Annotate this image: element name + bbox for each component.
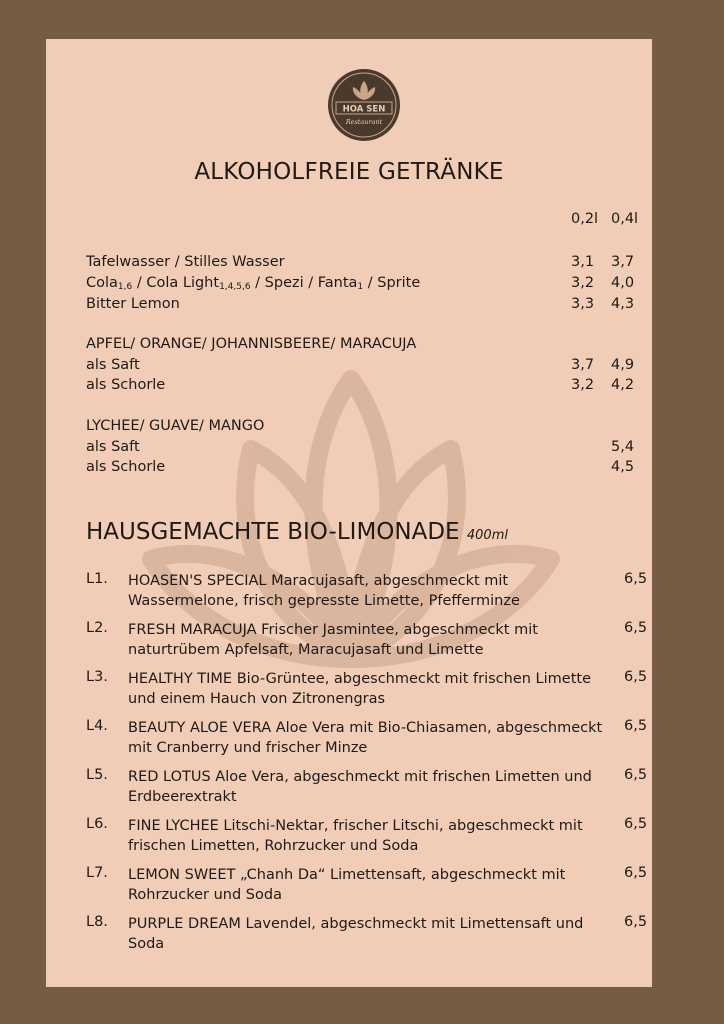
price-large: 4,9 (611, 357, 635, 373)
item-name: FINE LYCHEE (128, 818, 219, 834)
item-price: 6,5 (624, 620, 648, 636)
item-code: L4. (86, 718, 108, 734)
item-desc: Bio-Grüntee, abgeschmeckt mit frischen Limette und einem Hauch von Zitronengras (128, 671, 591, 707)
price-large: 4,5 (611, 459, 635, 475)
price-small: 3,2 (571, 275, 595, 291)
price-large: 3,7 (611, 254, 635, 270)
section-title-alkoholfrei: ALKOHOLFREIE GETRÄNKE (194, 159, 504, 185)
section-title-limonade: HAUSGEMACHTE BIO-LIMONADE 400ml (86, 519, 508, 545)
group-heading: LYCHEE/ GUAVE/ MANGO (86, 418, 265, 434)
item-code: L8. (86, 914, 108, 930)
item-price: 6,5 (624, 767, 648, 783)
item-name: HEALTHY TIME (128, 671, 233, 687)
menu-page (46, 39, 652, 987)
svg-text:Restaurant: Restaurant (345, 118, 383, 126)
group-heading: APFEL/ ORANGE/ JOHANNISBEERE/ MARACUJA (86, 336, 417, 352)
price-small: 3,1 (571, 254, 595, 270)
item-desc: Maracujasaft, abgeschmeckt mit Wassermelone, frisch gepresste Limette, Pfefferminze (128, 573, 520, 609)
item-desc: Aloe Vera mit Bio-Chiasamen, abgeschmeckt mit Cranberry und frischer Minze (128, 720, 603, 756)
price-large: 4,3 (611, 296, 635, 312)
item-code: L1. (86, 571, 108, 587)
item-desc: Frischer Jasmintee, abgeschmeckt mit naturtrübem Apfelsaft, Maracujasaft und Limette (128, 622, 538, 658)
price-large: 4,0 (611, 275, 635, 291)
item-desc: Aloe Vera, abgeschmeckt mit frischen Limetten und Erdbeerextrakt (128, 769, 592, 805)
item-desc: Limettensaft, abgeschmeckt mit Rohrzucker und Soda (128, 867, 566, 903)
item-price: 6,5 (624, 865, 648, 881)
item-price: 6,5 (624, 669, 648, 685)
item-price: 6,5 (624, 571, 648, 587)
item-name: HOASEN'S SPECIAL (128, 573, 267, 589)
item-name: PURPLE DREAM (128, 916, 241, 932)
drink-label: als Schorle (86, 459, 166, 475)
item-code: L7. (86, 865, 108, 881)
drink-label: Cola$_{1,6}$ / Cola Light$_{1,4,5,6}$ / Spezi / Fanta$_1$ / Sprite (86, 275, 421, 292)
price-small: 3,2 (571, 377, 595, 393)
item-code: L2. (86, 620, 108, 636)
item-name: BEAUTY ALOE VERA (128, 720, 272, 736)
item-code: L6. (86, 816, 108, 832)
item-name: RED LOTUS (128, 769, 211, 785)
item-price: 6,5 (624, 816, 648, 832)
item-desc: Litschi-Nektar, frischer Litschi, abgeschmeckt mit frischen Limetten, Rohrzucker und Soda (128, 818, 583, 854)
drink-label: Tafelwasser / Stilles Wasser (86, 254, 285, 270)
drink-label: Bitter Lemon (86, 296, 180, 312)
column-header-02: 0,2l (571, 211, 599, 227)
item-desc: Lavendel, abgeschmeckt mit Limettensaft und Soda (128, 916, 584, 952)
item-name: FRESH MARACUJA (128, 622, 257, 638)
size-label: 400ml (466, 528, 508, 543)
price-small: 3,7 (571, 357, 595, 373)
drink-label: als Saft (86, 439, 140, 455)
item-code: L5. (86, 767, 108, 783)
price-small: 3,3 (571, 296, 595, 312)
item-name: LEMON SWEET „Chanh Da“ (128, 867, 326, 883)
restaurant-logo (326, 67, 402, 143)
drink-label: als Saft (86, 357, 140, 373)
price-large: 5,4 (611, 439, 635, 455)
item-price: 6,5 (624, 718, 648, 734)
item-code: L3. (86, 669, 108, 685)
price-large: 4,2 (611, 377, 635, 393)
drink-label: als Schorle (86, 377, 166, 393)
svg-text:HOA SEN: HOA SEN (342, 104, 386, 115)
item-price: 6,5 (624, 914, 648, 930)
column-header-04: 0,4l (611, 211, 639, 227)
